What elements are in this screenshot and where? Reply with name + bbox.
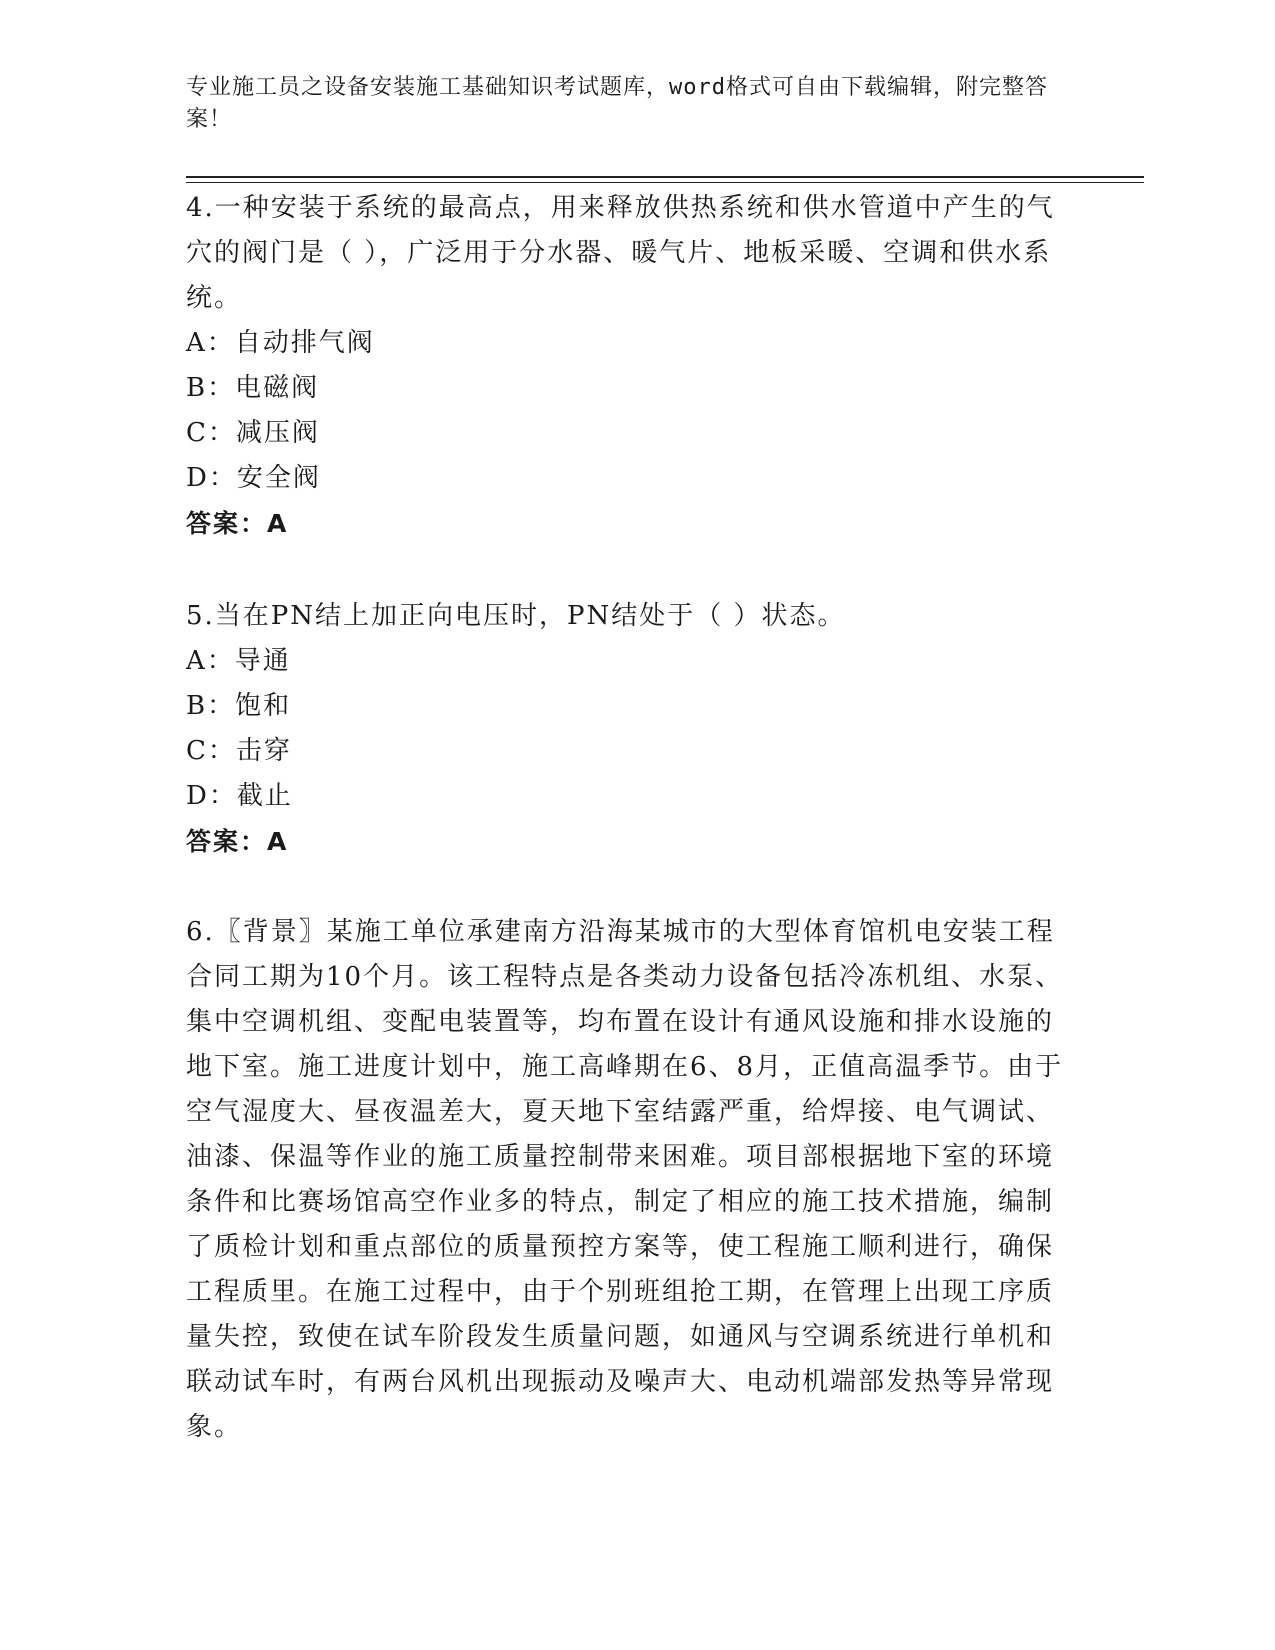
option-b: B：饱和 [186, 691, 292, 721]
option-c: C：击穿 [186, 736, 292, 766]
question-6 [186, 910, 1066, 1450]
answer: 答案：A [186, 509, 289, 538]
option-a: A：自动排气阀 [186, 328, 375, 358]
option-b: B：电磁阀 [186, 373, 320, 403]
question-stem: 6.〖背景〗某施工单位承建南方沿海某城市的大型体育馆机电安装工程合同工期为10个月。该工程特点是各类动力设备包括冷冻机组、水泵、集中空调机组、变配电装置等，均布置在设计有通风设施和排水设施的地下室。施工进度计划中，施工高峰期在6、8月，正值高温季节。由于空气湿度大、昼夜温差大，夏天地下室结露严重，给焊接、电气调试、油漆、保温等作业的施工质量控制带来困难。项目部根据地下室的环境条件和比赛场馆高空作业多的特点，制定了相应的施工技术措施，编制了质检计划和重点部位的质量预控方案等，使工程施工顺利进行，确保工程质里。在施工过程中，由于个别班组抢工期，在管理上出现工序质量失控，致使在试车阶段发生质量问题，如通风与空调系统进行单机和联动试车时，有两台风机出现振动及噪声大、电动机端部发热等异常现象。 [186, 917, 1064, 1442]
answer: 答案：A [186, 827, 289, 856]
option-c: C：减压阀 [186, 418, 320, 448]
option-d: D：截止 [186, 781, 293, 811]
document-header: 专业施工员之设备安装施工基础知识考试题库，word格式可自由下载编辑，附完整答案！ [186, 75, 1048, 132]
question-stem: 5.当在PN结上加正向电压时，PN结处于（ ）状态。 [186, 601, 846, 631]
option-d: D：安全阀 [186, 463, 321, 493]
option-a: A：导通 [186, 646, 291, 676]
question-4 [186, 186, 1066, 546]
question-stem: 4.一种安装于系统的最高点，用来释放供热系统和供水管道中产生的气穴的阀门是（ ），广泛用于分水器、暖气片、地板采暖、空调和供水系统。 [186, 193, 1055, 313]
header-divider-thick [186, 176, 1144, 178]
question-5 [186, 594, 1066, 864]
header-divider-thin [186, 182, 1144, 183]
